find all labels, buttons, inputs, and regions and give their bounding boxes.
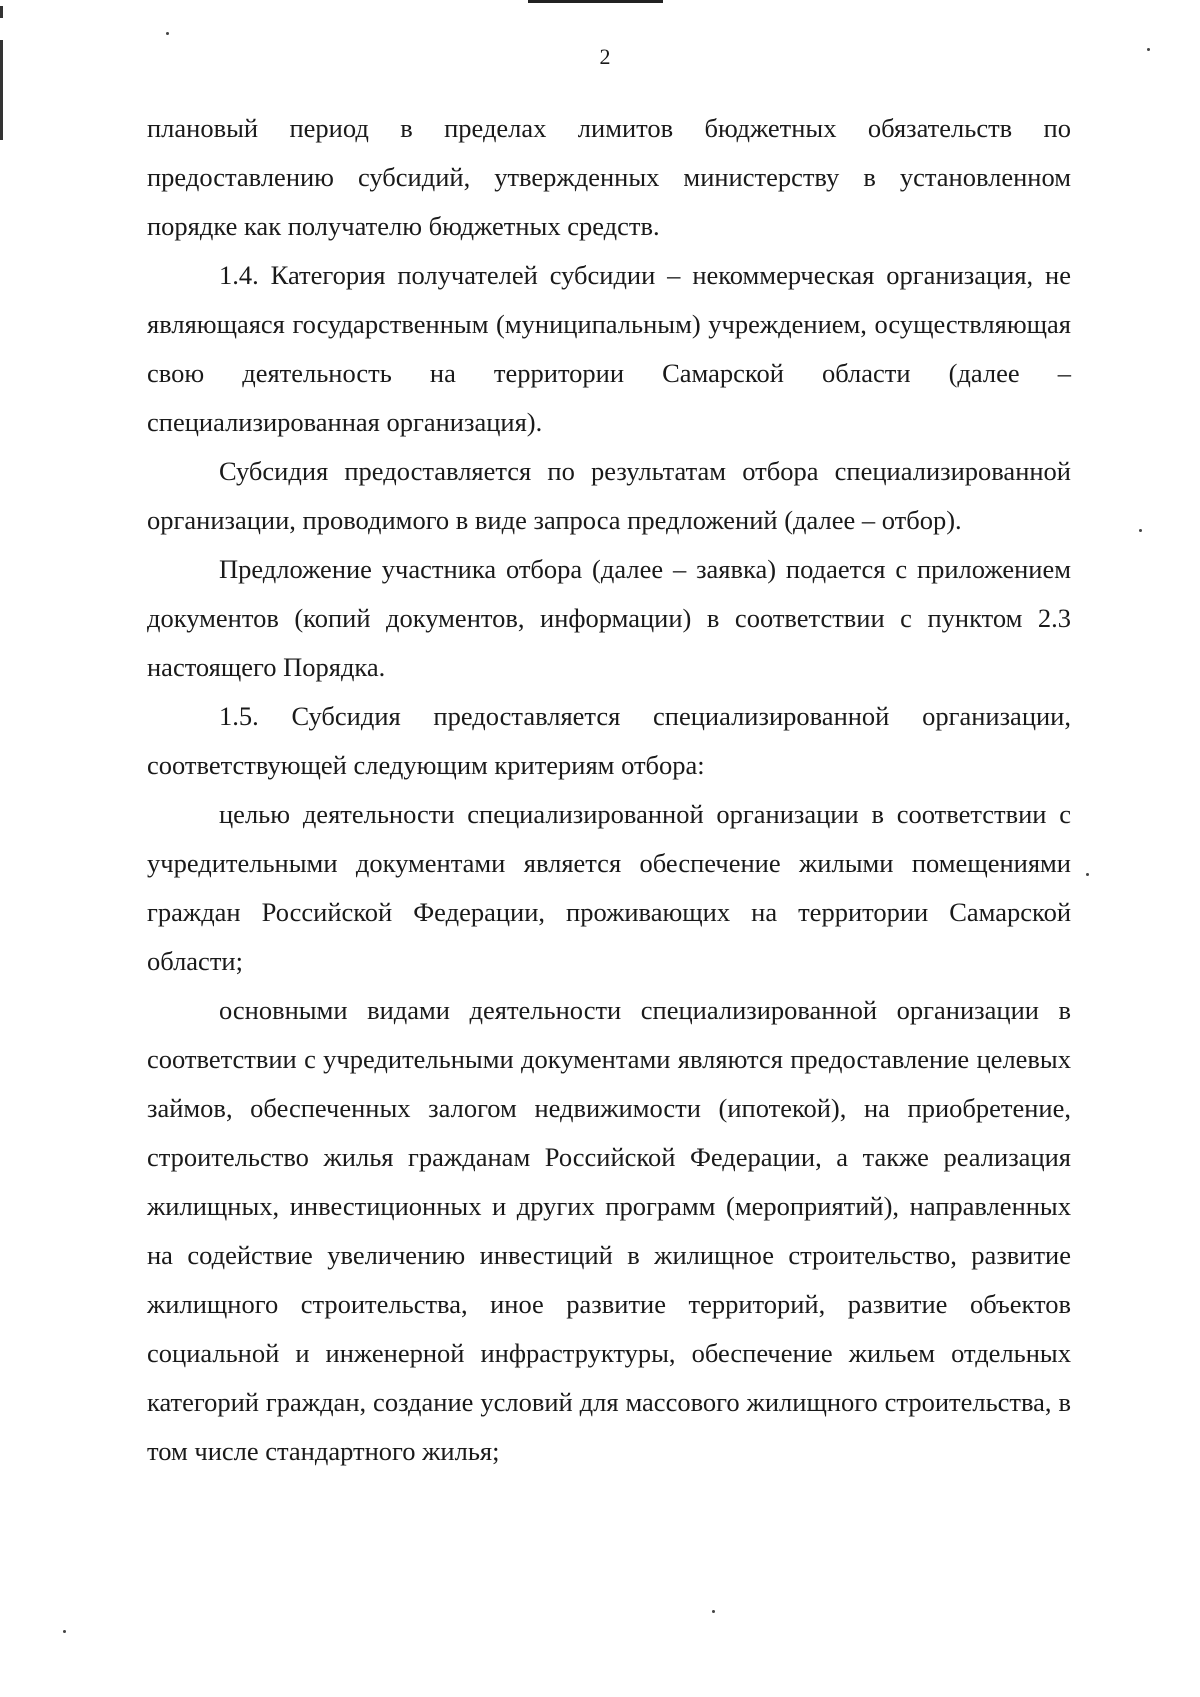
scan-margin-mark xyxy=(0,40,3,140)
scan-speck xyxy=(1139,529,1142,532)
scan-speck xyxy=(1086,873,1089,876)
top-border-rule xyxy=(528,0,663,3)
paragraph-1-5-selection-criteria: 1.5. Субсидия предоставляется специализированной организации, соответствующей следующим критериям отбора: xyxy=(147,701,1071,780)
scan-speck xyxy=(712,1610,715,1613)
paragraph-budget-limits: плановый период в пределах лимитов бюджетных обязательств по предоставлению субсидий, утвержденных министерству в установленном порядке как получателю бюджетных средств. xyxy=(147,113,1071,241)
paragraph-criterion-purpose: целью деятельности специализированной организации в соответствии с учредительными документами является обеспечение жилыми помещениями граждан Российской Федерации, проживающих на территории Самарской области; xyxy=(147,799,1071,976)
document-body xyxy=(147,104,1071,1476)
paragraph-application-submission: Предложение участника отбора (далее – заявка) подается с приложением документов (копий документов, информации) в соответствии с пунктом 2.3 настоящего Порядка. xyxy=(147,554,1071,682)
scan-margin-mark xyxy=(0,6,3,18)
page-number: 2 xyxy=(599,44,611,69)
scan-speck xyxy=(166,32,169,35)
scan-speck xyxy=(63,1630,66,1633)
scan-speck xyxy=(1147,48,1150,51)
paragraph-criterion-activities: основными видами деятельности специализированной организации в соответствии с учредительными документами являются предоставление целевых займов, обеспеченных залогом недвижимости (ипотекой), на приобретение, строительство жилья гражданам Российской Федерации, а также реализация жилищных, инвестиционных и других программ (мероприятий), направленных на содействие увеличению инвестиций в жилищное строительство, развитие жилищного строительства, иное развитие территорий, развитие объектов социальной и инженерной инфраструктуры, обеспечение жильем отдельных категорий граждан, создание условий для массового жилищного строительства, в том числе стандартного жилья; xyxy=(147,995,1071,1466)
paragraph-selection-procedure: Субсидия предоставляется по результатам отбора специализированной организации, проводимого в виде запроса предложений (далее – отбор). xyxy=(147,456,1071,535)
paragraph-1-4-recipient-category: 1.4. Категория получателей субсидии – некоммерческая организация, не являющаяся государственным (муниципальным) учреждением, осуществляющая свою деятельность на территории Самарской области (далее – специализированная организация). xyxy=(147,260,1071,437)
